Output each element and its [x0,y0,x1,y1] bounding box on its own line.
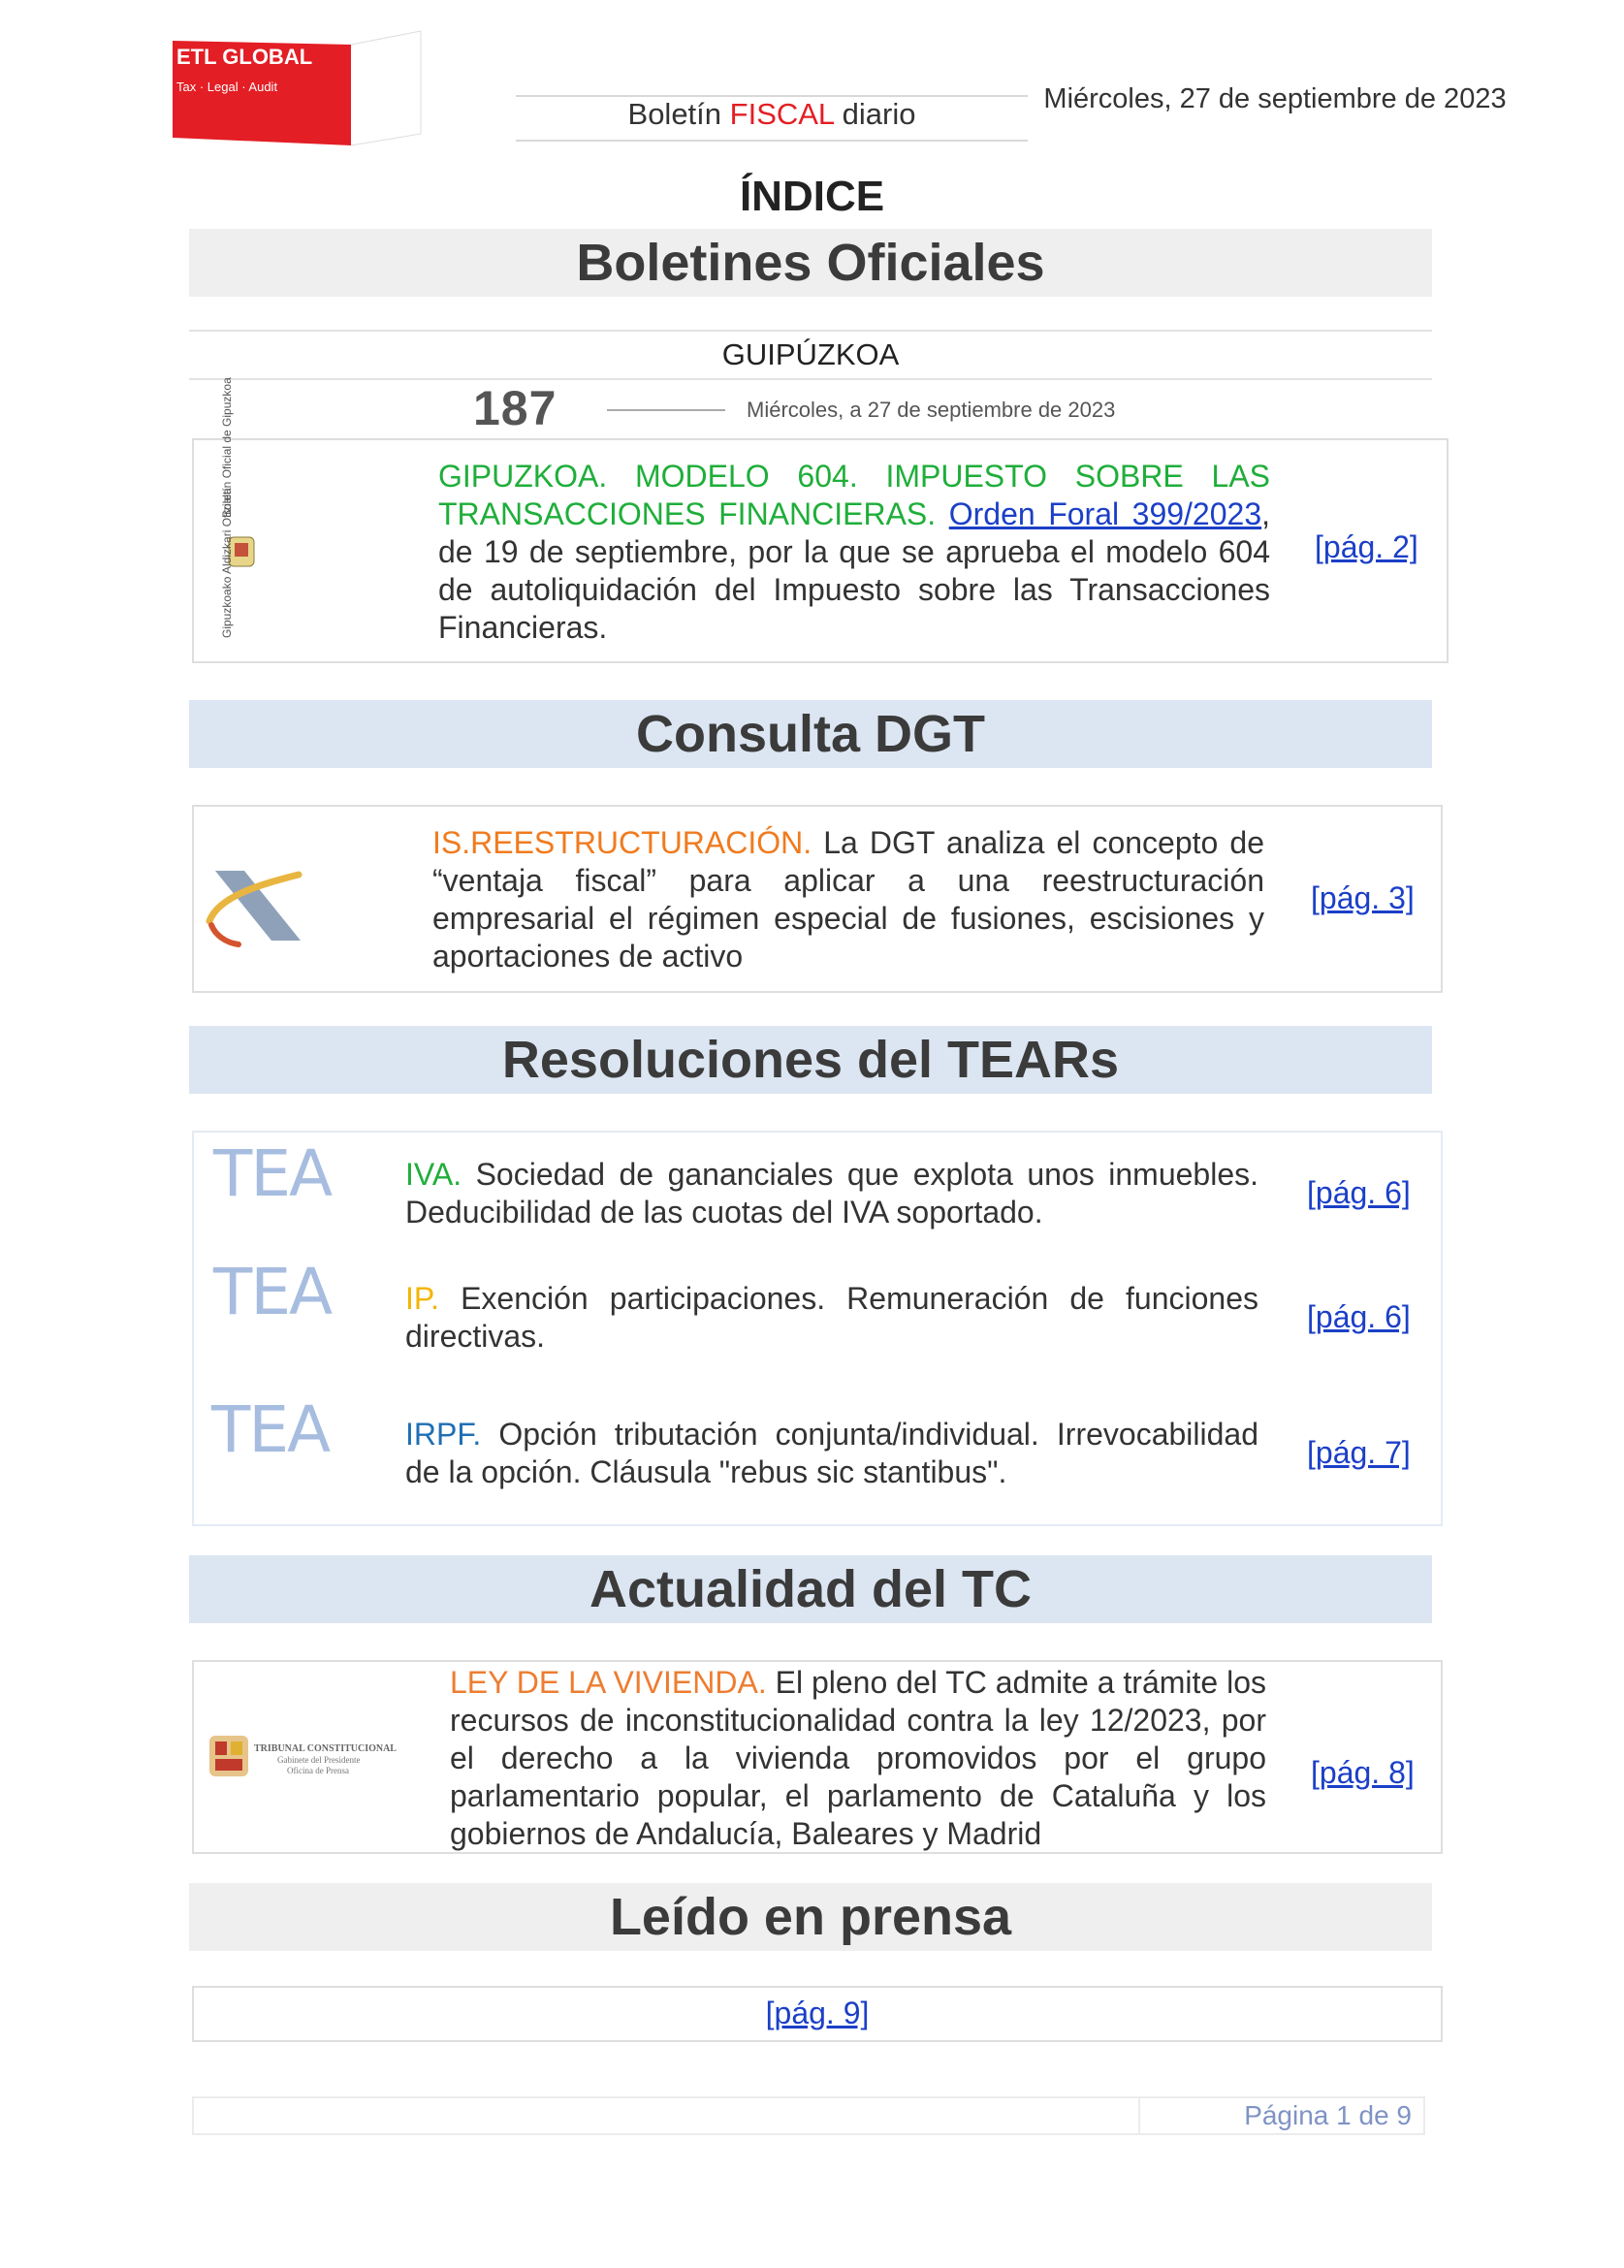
entry-body: Exención participaciones. Remuneración de funciones directivas. [405,1281,1258,1354]
title-prefix: Boletín [627,97,730,131]
tea-logo: TEA [213,1255,332,1329]
entry-keyword: IRPF. [405,1417,482,1452]
entry-text-tc [450,1664,1266,1853]
entry-box-tears [192,1131,1443,1526]
bulletin-title [516,97,1028,132]
title-suffix: diario [834,97,916,131]
entry-keyword: IVA. [405,1157,462,1192]
etl-global-logo [173,41,351,145]
section-boletines-oficiales: Boletines Oficiales [189,229,1432,297]
entry-keyword: IS.REESTRUCTURACIÓN. [432,825,812,860]
region-subheading: GUIPÚZKOA [189,330,1432,380]
entry-box-tc [192,1660,1443,1854]
page-link-2[interactable]: [pág. 2] [1315,529,1418,564]
entry-text-ip [405,1280,1258,1356]
gipuzkoa-logo-line1: Boletín Oficial de Gipuzkoa [220,377,234,518]
entry-text-gipuzkoa [438,458,1270,647]
tea-logo: TEA [213,1136,332,1211]
entry-body: El pleno del TC admite a trámite los recursos de inconstitucionalidad contra la ley 12/2023, por el derecho a la vivienda promovidos por el grupo parlamentario popular, el parlamento de Cataluña y los gobiernos de Andalucía, Baleares y Madrid [450,1665,1267,1851]
entry-text-iva [405,1156,1258,1231]
tc-logo-line3: Oficina de Prensa [287,1766,349,1775]
bulletin-rule [607,409,725,411]
entry-box-prensa [192,1986,1443,2042]
entry-keyword: IP. [405,1281,439,1316]
index-heading: ÍNDICE [739,173,885,220]
entry-keyword: GIPUZKOA. MODELO 604. IMPUESTO SOBRE LAS TRANSACCIONES FINANCIERAS. [438,459,1270,531]
section-leido-prensa: Leído en prensa [189,1883,1432,1951]
bulletin-number: 187 [473,381,557,435]
page-link-9 [194,1996,1441,2031]
tc-logo-line2: Gabinete del Presidente [277,1755,361,1765]
entry-body: Opción tributación conjunta/individual. Irrevocabilidad de la opción. Cláusula "rebus sic stantibus". [405,1417,1258,1489]
title-accent: FISCAL [729,97,835,131]
entry-text-irpf [405,1416,1258,1491]
page-link-7[interactable]: [pág. 7] [1307,1435,1411,1470]
entry-text-dgt [432,824,1264,975]
tc-logo-line1: TRIBUNAL CONSTITUCIONAL [254,1743,397,1754]
tribunal-constitucional-logo [206,1728,409,1786]
entry-keyword: LEY DE LA VIVIENDA. [450,1665,767,1700]
header-date: Miércoles, 27 de septiembre de 2023 [1043,83,1507,114]
footer-page-number: Página 1 de 9 [1244,2100,1412,2130]
gipuzkoa-logo-line2: Gipuzkoako Aldizkari Ofiziala [220,488,234,638]
section-resoluciones-tears: Resoluciones del TEARs [189,1026,1432,1094]
page-link-9-text[interactable]: [pág. 9] [765,1996,870,2030]
page-link-3[interactable]: [pág. 3] [1311,880,1415,915]
bulletin-date: Miércoles, a 27 de septiembre de 2023 [747,398,1116,422]
page-link-6-ip[interactable]: [pág. 6] [1307,1299,1411,1334]
orden-foral-link[interactable]: Orden Foral 399/2023 [948,496,1262,531]
gipuzkoa-bulletin-logo [207,377,285,646]
page-link-6-iva[interactable]: [pág. 6] [1307,1175,1411,1210]
logo-text: ETL GLOBAL [176,45,313,69]
section-consulta-dgt: Consulta DGT [189,700,1432,768]
tea-logo: TEA [211,1392,330,1467]
footer-divider [1138,2096,1140,2135]
logo-subtext: Tax · Legal · Audit [176,80,278,94]
entry-body: Sociedad de gananciales que explota unos inmuebles. Deducibilidad de las cuotas del IVA soportado. [405,1157,1258,1230]
entry-body: La DGT analiza el concepto de “ventaja fiscal” para aplicar a una reestructuración empresarial el régimen especial de fusiones, escisiones y aportaciones de activo [432,825,1264,974]
header-rule-bottom [516,140,1028,142]
section-actualidad-tc: Actualidad del TC [189,1555,1432,1623]
entry-box-dgt [192,805,1443,993]
entry-body: , de 19 de septiembre, por la que se aprueba el modelo 604 de autoliquidación del Impuesto sobre las Transacciones Financieras. [438,496,1271,645]
page-link-8[interactable]: [pág. 8] [1311,1755,1415,1790]
aeat-logo [200,861,306,948]
